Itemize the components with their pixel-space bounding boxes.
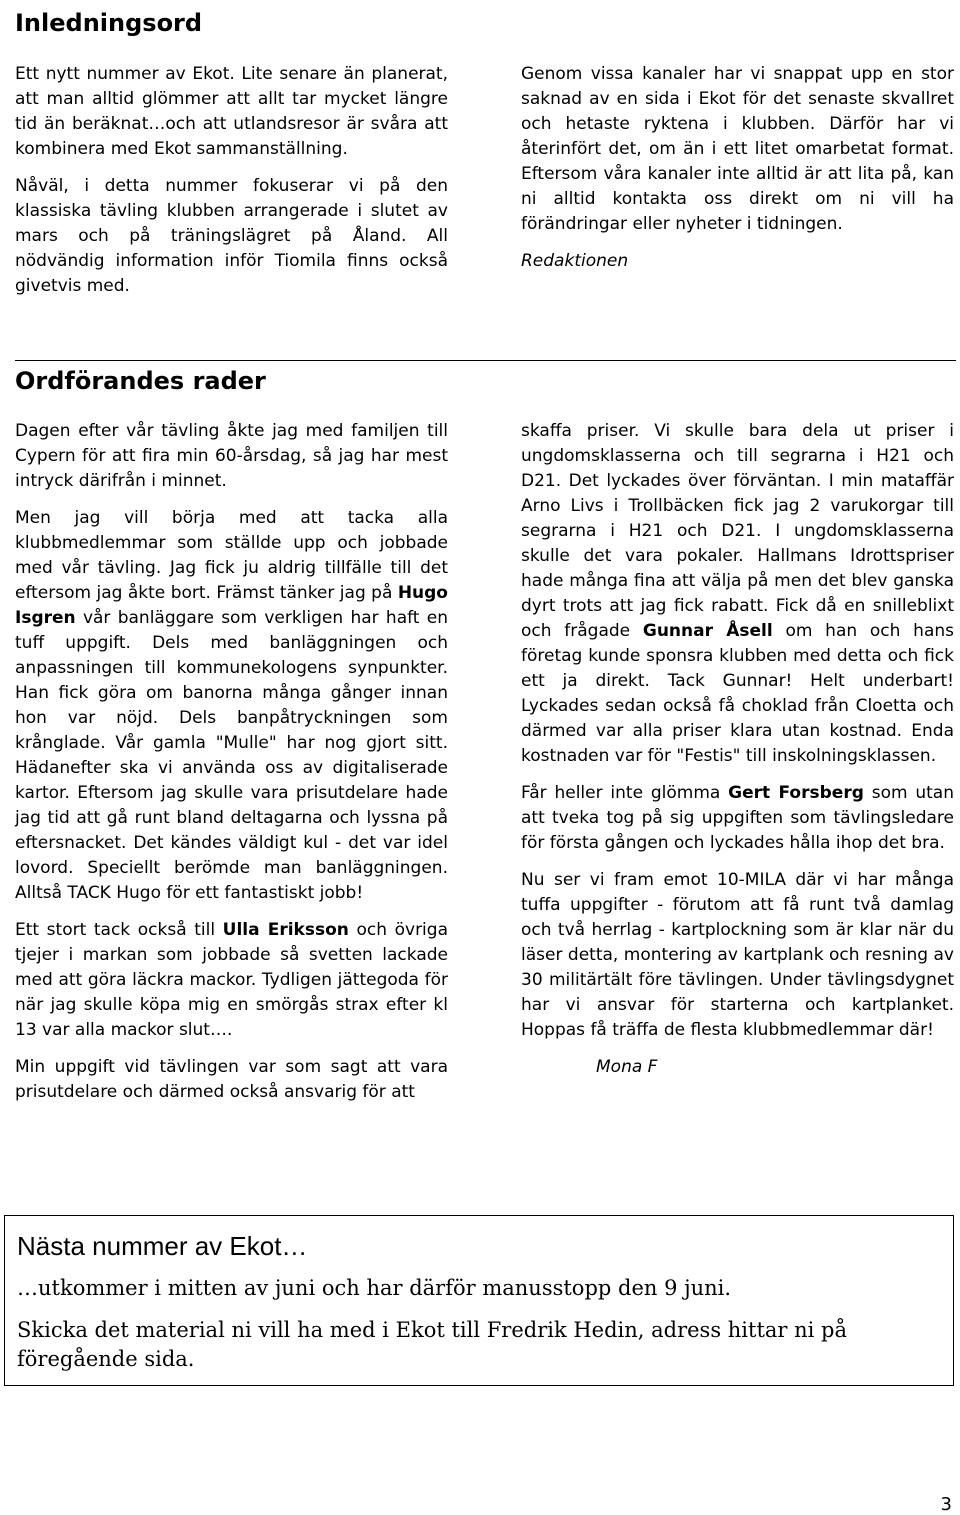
chair-p2-text-b: vår banläggare som verkligen har haft en tuff uppgift. Dels med banläggningen och anpassningen till kommunekologens synpunkter. Han fick göra om banorna många gånger innan hon var nöjd. Dels banpåtryckningen som krånglade. Vår gamla "Mulle" har nog gjort sitt. Hädanefter ska vi använda oss av digitaliserade kartor. Eftersom jag skulle vara prisutdelare hade jag tid att gå runt bland deltagarna och lyssna på eftersnacket. Det kändes väldigt kul - det var idel lovord. Speciellt berömde man banläggningen. Alltså TACK Hugo för ett fantastiskt jobb! (15, 608, 448, 903)
chair-paragraph-1: Dagen efter vår tävling åkte jag med familjen till Cypern för att fira min 60-årsdag, så jag har mest intryck därifrån i minnet. (15, 421, 448, 491)
chair-r2-text-a: Får heller inte glömma (521, 783, 729, 803)
chair-p2-text-a: Men jag vill börja med att tacka alla klubbmedlemmar som ställde upp och jobbade med vår tävling. Jag fick ju aldrig tillfälle till det eftersom jag åkte bort. Främst tänker jag på (15, 508, 448, 603)
intro-paragraph-2: Nåväl, i detta nummer fokuserar vi på den klassiska tävling klubben arrangerade i slutet av mars och på träningslägret på Åland. All nödvändig information inför Tiomila finns också givetvis med. (15, 176, 448, 296)
chair-paragraph-3 (15, 918, 448, 1043)
intro-right-column (521, 62, 954, 286)
page-number: 3 (940, 1494, 952, 1515)
name-gunnar-asell: Gunnar Åsell (642, 621, 773, 641)
intro-paragraph-1: Ett nytt nummer av Ekot. Lite senare än planerat, att man alltid glömmer att allt tar mycket längre tid än beräknat…och att utlandsresor är svåra att kombinera med Ekot sammanställning. (15, 64, 448, 159)
chair-paragraph-4: Min uppgift vid tävlingen var som sagt att vara prisutdelare och därmed också ansvarig för att (15, 1057, 448, 1102)
chair-r2-text-b: som utan att tveka tog på sig uppgiften som tävlingsledare för första gången och lyckades hålla ihop det bra. (521, 783, 954, 853)
next-issue-title: Nästa nummer av Ekot… (17, 1231, 308, 1261)
chair-p3-text-a: Ett stort tack också till (15, 920, 223, 940)
chair-signature: Mona F (596, 1057, 658, 1077)
section-divider (15, 360, 956, 361)
chair-r1-text-b: om han och hans företag kunde sponsra klubben med detta och fick ett ja direkt. Tack Gunnar! Helt underbart! Lyckades sedan också få choklad från Cloetta och därmed var alla priser klara utan kostnad. Enda kostnaden var för "Festis" till inskolningsklassen. (521, 621, 954, 766)
intro-left-column (15, 62, 448, 311)
intro-signature: Redaktionen (521, 251, 629, 271)
next-issue-box (4, 1215, 954, 1386)
chair-r1-text-a: skaffa priser. Vi skulle bara dela ut priser i ungdomsklasserna och till segrarna i H21 och D21. Det lyckades över förväntan. I min mataffär Arno Livs i Trollbäcken fick jag 2 varukorgar till segrarna i H21 och D21. I ungdomsklasserna skulle det vara pokaler. Hallmans Idrottspriser hade många fina att välja på men det blev ganska dyrt trots att jag fick rabatt. Fick då en snilleblixt och frågade (521, 421, 954, 641)
name-hugo-isgren: Hugo Isgren (15, 583, 448, 628)
next-issue-line-2: Skicka det material ni vill ha med i Ekot till Fredrik Hedin, adress hittar ni på föregående sida. (17, 1318, 848, 1371)
chair-paragraph-2 (15, 506, 448, 906)
name-ulla-eriksson: Ulla Eriksson (222, 920, 349, 940)
chair-left-column (15, 419, 448, 1117)
chair-right-column (521, 419, 954, 1092)
chair-paragraph-6 (521, 781, 954, 856)
next-issue-line-1: …utkommer i mitten av juni och har därför manusstopp den 9 juni. (17, 1276, 732, 1300)
chair-p3-text-b: och övriga tjejer i markan som jobbade så svetten lackade med att göra läckra mackor. Tydligen jättegoda för när jag skulle köpa mig en smörgås strax efter kl 13 var alla mackor slut…. (15, 920, 448, 1040)
name-gert-forsberg: Gert Forsberg (728, 783, 864, 803)
chair-paragraph-5 (521, 419, 954, 769)
chair-heading: Ordförandes rader (15, 367, 266, 395)
chair-paragraph-7: Nu ser vi fram emot 10-MILA där vi har många tuffa uppgifter - förutom att få runt två damlag och två herrlag - kartplockning som är klar när du läser detta, montering av kartplank och resning av 30 militärtält före tävlingen. Under tävlingsdygnet har vi ansvar för starterna och kartplanket. Hoppas få träffa de flesta klubbmedlemmar där! (521, 870, 954, 1040)
intro-heading: Inledningsord (15, 9, 203, 37)
intro-paragraph-3: Genom vissa kanaler har vi snappat upp en stor saknad av en sida i Ekot för det senaste skvallret och hetaste ryktena i klubben. Därför har vi återinfört det, om än i ett litet omarbetat format. Eftersom våra kanaler inte alltid är att lita på, kan ni alltid kontakta oss direkt om ni vill ha förändringar eller nyheter i tidningen. (521, 64, 954, 234)
